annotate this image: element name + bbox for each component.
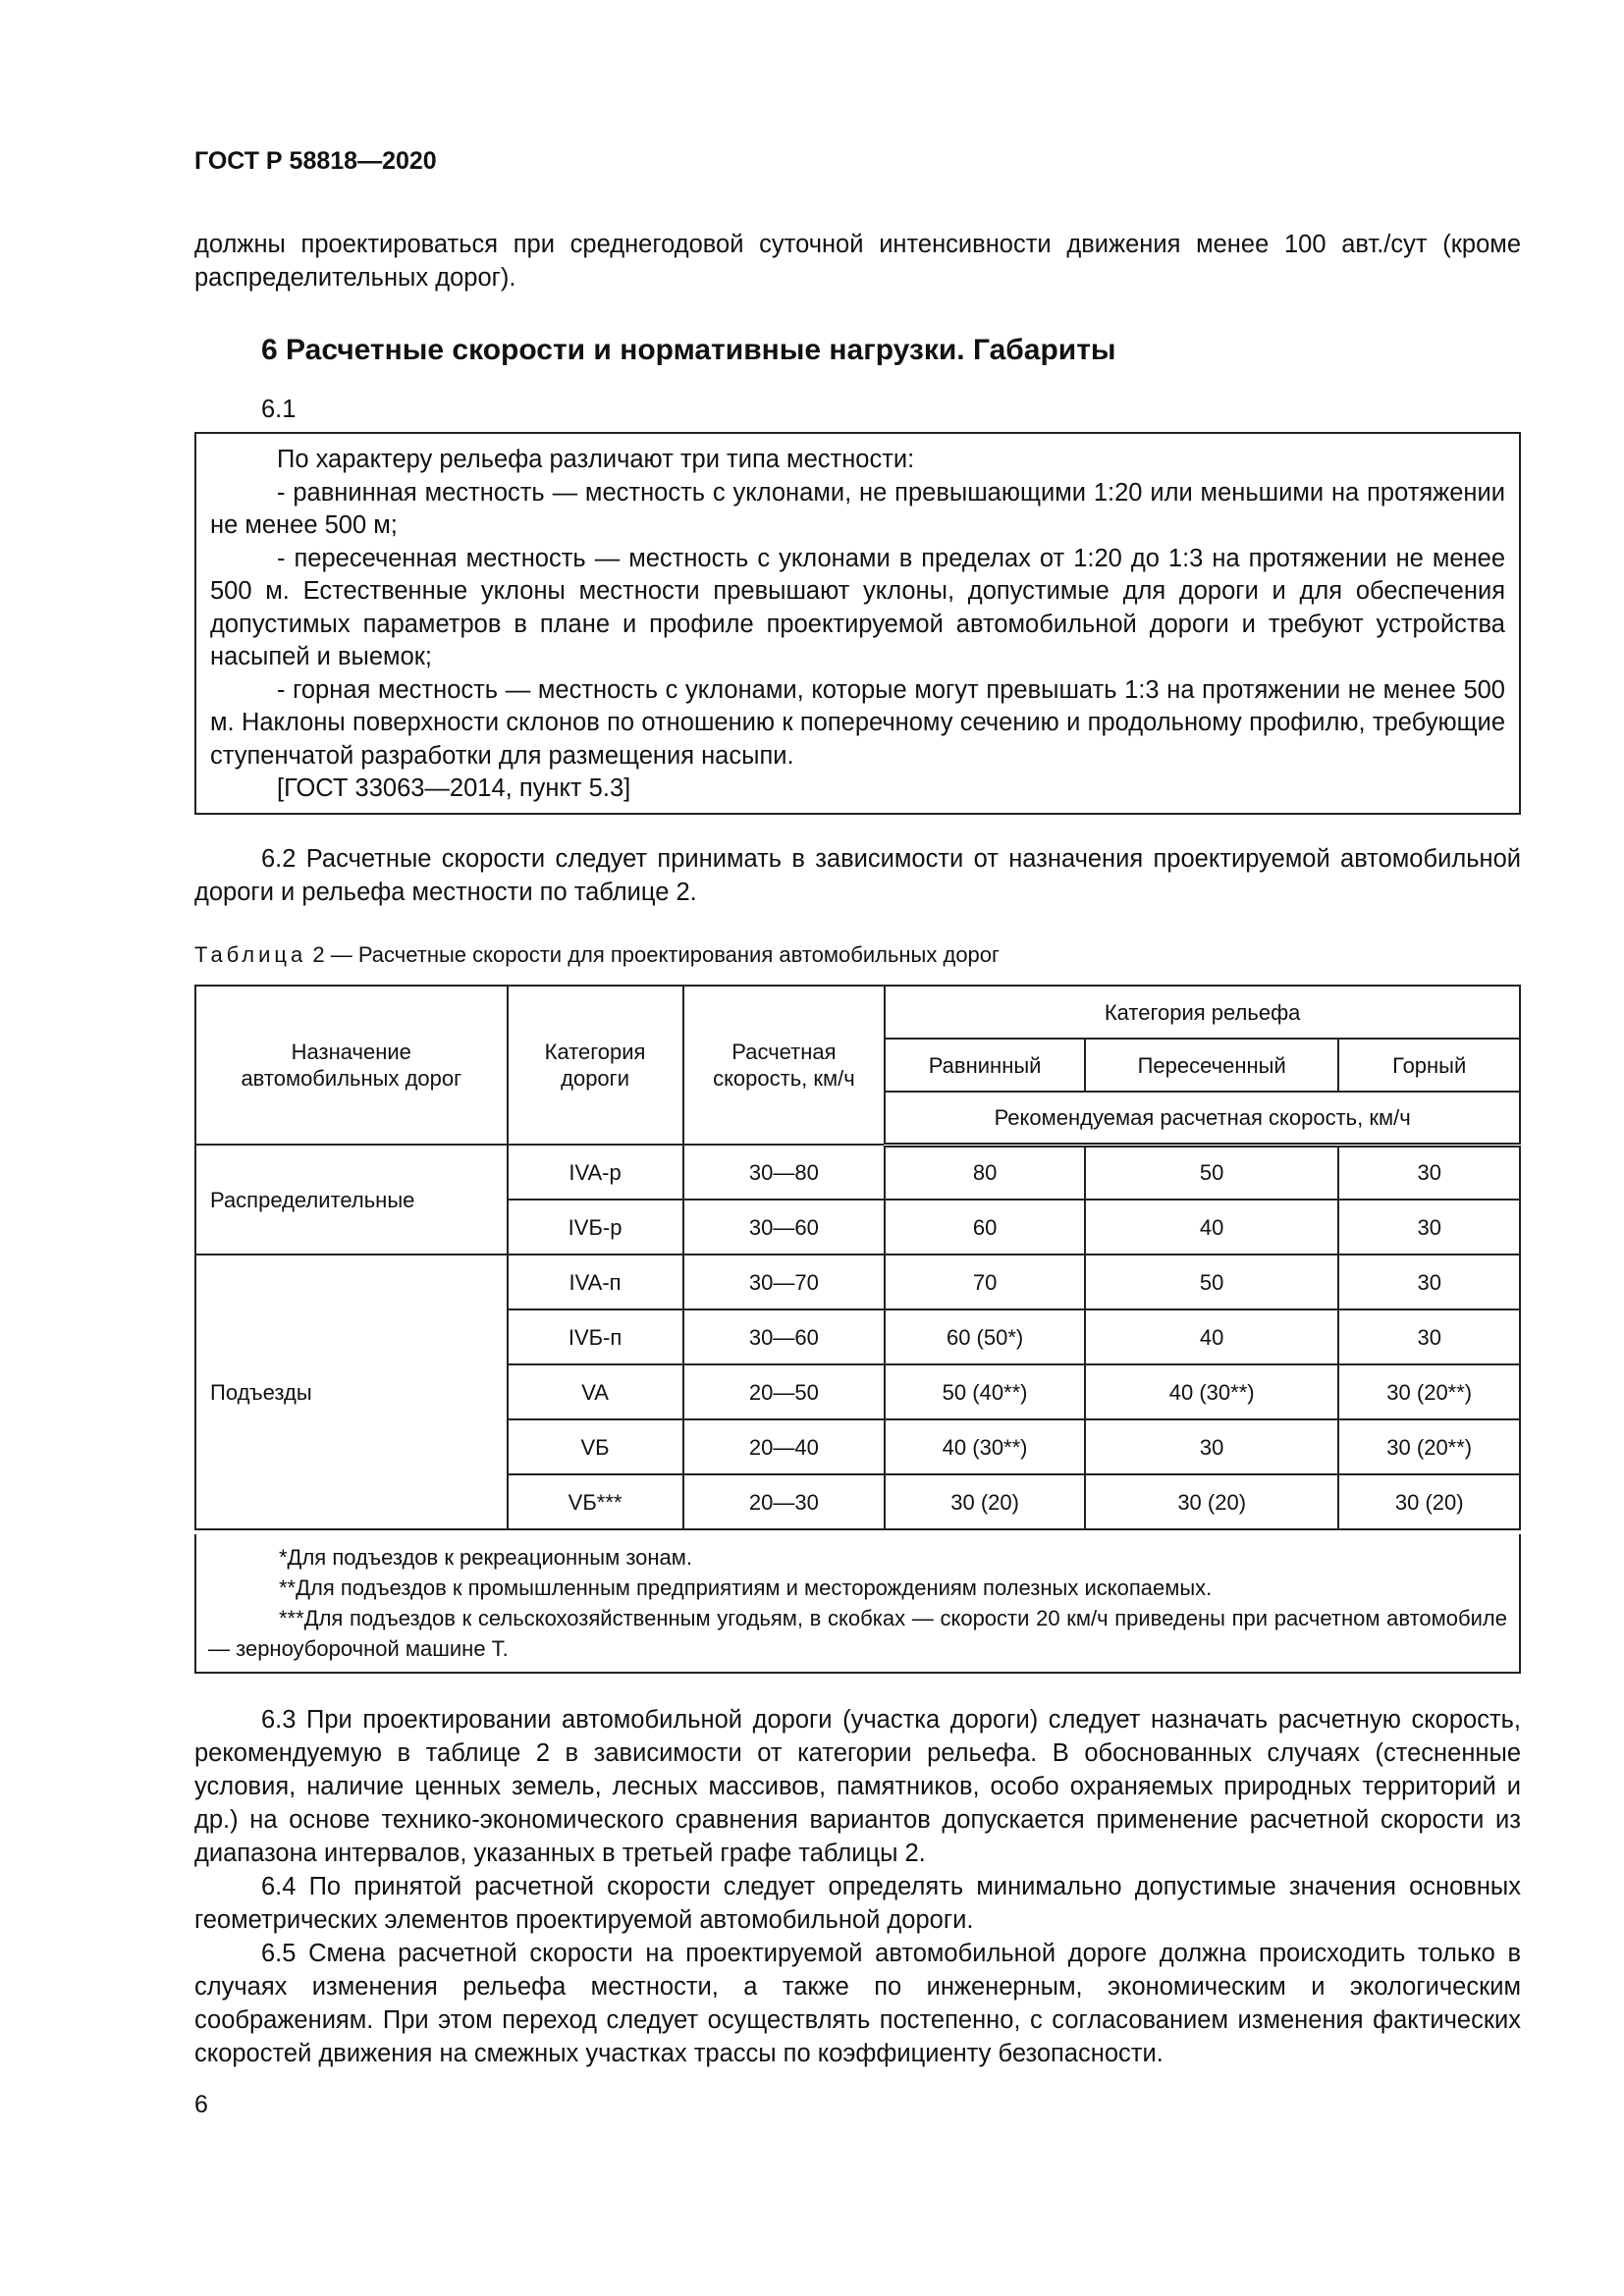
section-title: 6 Расчетные скорости и нормативные нагрузки. Габариты bbox=[261, 334, 1116, 366]
table-cell: VБ bbox=[508, 1419, 683, 1474]
paragraph-6-5: 6.5 Смена расчетной скорости на проектируемой автомобильной дороге должна происходить только в случаях изменения рельефа местности, а также по инженерным, экономическим и экологическим соображениям. При этом переход следует осуществлять постепенно, с согласованием изменения фактических скоростей движения на смежных участках трассы по коэффициенту безопасности. bbox=[194, 1940, 1521, 2067]
box-line: - пересеченная местность — местность с уклонами в пределах от 1:20 до 1:3 на протяжении не менее 500 м. Естественные уклоны местности превышают уклоны, допустимые для дороги и для обеспечения допустимых параметров в плане и профиле проектируемой автомобильной дороги и требуют устройства насыпей и выемок; bbox=[210, 544, 1505, 670]
box-reference: [ГОСТ 33063—2014, пункт 5.3] bbox=[277, 774, 631, 802]
table-cell: 20—40 bbox=[683, 1419, 886, 1474]
table-cell: 30 bbox=[1338, 1309, 1520, 1364]
caption-text: 2 — Расчетные скорости для проектирования автомобильных дорог bbox=[312, 942, 1001, 967]
table-cell: 30 (20) bbox=[1085, 1474, 1339, 1529]
document-header: ГОСТ Р 58818—2020 bbox=[194, 147, 437, 175]
table-cell: 40 (30**) bbox=[1085, 1364, 1339, 1419]
table-row bbox=[195, 1255, 1520, 1309]
table-cell: 30 (20**) bbox=[1338, 1364, 1520, 1419]
table-cell: IVA-п bbox=[508, 1255, 683, 1309]
table-footnotes bbox=[194, 1534, 1521, 1674]
caption-word: Таблица bbox=[194, 942, 307, 967]
header-recommended: Рекомендуемая расчетная скорость, км/ч bbox=[885, 1092, 1520, 1145]
table-cell: IVБ-р bbox=[508, 1200, 683, 1255]
page-number: 6 bbox=[194, 2091, 208, 2118]
paragraph-6-4: 6.4 По принятой расчетной скорости следует определять минимально допустимые значения основных геометрических элементов проектируемой автомобильной дороги. bbox=[194, 1873, 1521, 1934]
row-group: Распределительные bbox=[195, 1145, 508, 1255]
table-cell: IVA-р bbox=[508, 1145, 683, 1200]
header-purpose: Назначение автомобильных дорог bbox=[195, 986, 508, 1145]
speed-table bbox=[194, 985, 1521, 1530]
table-cell: 40 bbox=[1085, 1200, 1339, 1255]
table-cell: 70 bbox=[885, 1255, 1085, 1309]
table-cell: 30 bbox=[1338, 1145, 1520, 1200]
paragraph-continued: должны проектироваться при среднегодовой суточной интенсивности движения менее 100 авт./сут (кроме распределительных дорог). bbox=[194, 231, 1521, 292]
header-flat: Равнинный bbox=[885, 1039, 1085, 1092]
table-cell: 30 (20) bbox=[1338, 1474, 1520, 1529]
table-cell: 50 bbox=[1085, 1145, 1339, 1200]
clause-number: 6.1 bbox=[261, 396, 297, 423]
table-cell: 30 bbox=[1085, 1419, 1339, 1474]
table-cell: 30—60 bbox=[683, 1200, 886, 1255]
header-rough: Пересеченный bbox=[1085, 1039, 1339, 1092]
header-category: Категория дороги bbox=[508, 986, 683, 1145]
table-cell: VБ*** bbox=[508, 1474, 683, 1529]
footnote: **Для подъездов к промышленным предприятиям и месторождениям полезных ископаемых. bbox=[279, 1575, 1213, 1600]
table-cell: 30 (20) bbox=[885, 1474, 1085, 1529]
table-cell: 20—30 bbox=[683, 1474, 886, 1529]
table-cell: 30—70 bbox=[683, 1255, 886, 1309]
table-caption bbox=[194, 942, 1521, 968]
table-cell: 20—50 bbox=[683, 1364, 886, 1419]
table-cell: 40 (30**) bbox=[885, 1419, 1085, 1474]
header-mountain: Горный bbox=[1338, 1039, 1520, 1092]
table-cell: 30 bbox=[1338, 1200, 1520, 1255]
table-cell: 30 (20**) bbox=[1338, 1419, 1520, 1474]
table-cell: VA bbox=[508, 1364, 683, 1419]
table-cell: IVБ-п bbox=[508, 1309, 683, 1364]
table-cell: 50 (40**) bbox=[885, 1364, 1085, 1419]
quoted-definition-box bbox=[194, 432, 1521, 815]
table-cell: 80 bbox=[885, 1145, 1085, 1200]
paragraphs-6-3-to-6-5 bbox=[194, 1703, 1521, 2070]
table-cell: 30—60 bbox=[683, 1309, 886, 1364]
footnote: *Для подъездов к рекреационным зонам. bbox=[279, 1545, 693, 1570]
box-line: - горная местность — местность с уклонами, которые могут превышать 1:3 на протяжении не менее 500 м. Наклоны поверхности склонов по отношению к поперечному сечению и продольному профилю, требующие ступенчатой разработки для размещения насыпи. bbox=[210, 675, 1505, 770]
table-cell: 30—80 bbox=[683, 1145, 886, 1200]
row-group: Подъезды bbox=[195, 1255, 508, 1529]
box-line: По характеру рельефа различают три типа местности: bbox=[277, 446, 915, 473]
footnote: ***Для подъездов к сельскохозяйственным угодьям, в скобках — скорости 20 км/ч приведены при расчетном автомобиле — зерноуборочной машине Т. bbox=[208, 1606, 1507, 1661]
table-row bbox=[195, 1145, 1520, 1200]
table-cell: 60 (50*) bbox=[885, 1309, 1085, 1364]
paragraph-6-2: 6.2 Расчетные скорости следует принимать в зависимости от назначения проектируемой автомобильной дороги и рельефа местности по таблице 2. bbox=[194, 845, 1521, 906]
table-cell: 60 bbox=[885, 1200, 1085, 1255]
table-cell: 30 bbox=[1338, 1255, 1520, 1309]
header-relief: Категория рельефа bbox=[885, 986, 1520, 1039]
table-cell: 50 bbox=[1085, 1255, 1339, 1309]
box-line: - равнинная местность — местность с уклонами, не превышающими 1:20 или меньшими на протяжении не менее 500 м; bbox=[210, 478, 1505, 539]
paragraph-6-3: 6.3 При проектировании автомобильной дороги (участка дороги) следует назначать расчетную скорость, рекомендуемую в таблице 2 в зависимости от категории рельефа. В обоснованных случаях (стесненные условия, наличие ценных земель, лесных массивов, памятников, особо охраняемых природных территорий и др.) на основе технико-экономического сравнения вариантов допускается применение расчетной скорости из диапазона интервалов, указанных в третьей графе таблицы 2. bbox=[194, 1706, 1521, 1867]
table-cell: 40 bbox=[1085, 1309, 1339, 1364]
header-speed: Расчетная скорость, км/ч bbox=[683, 986, 886, 1145]
